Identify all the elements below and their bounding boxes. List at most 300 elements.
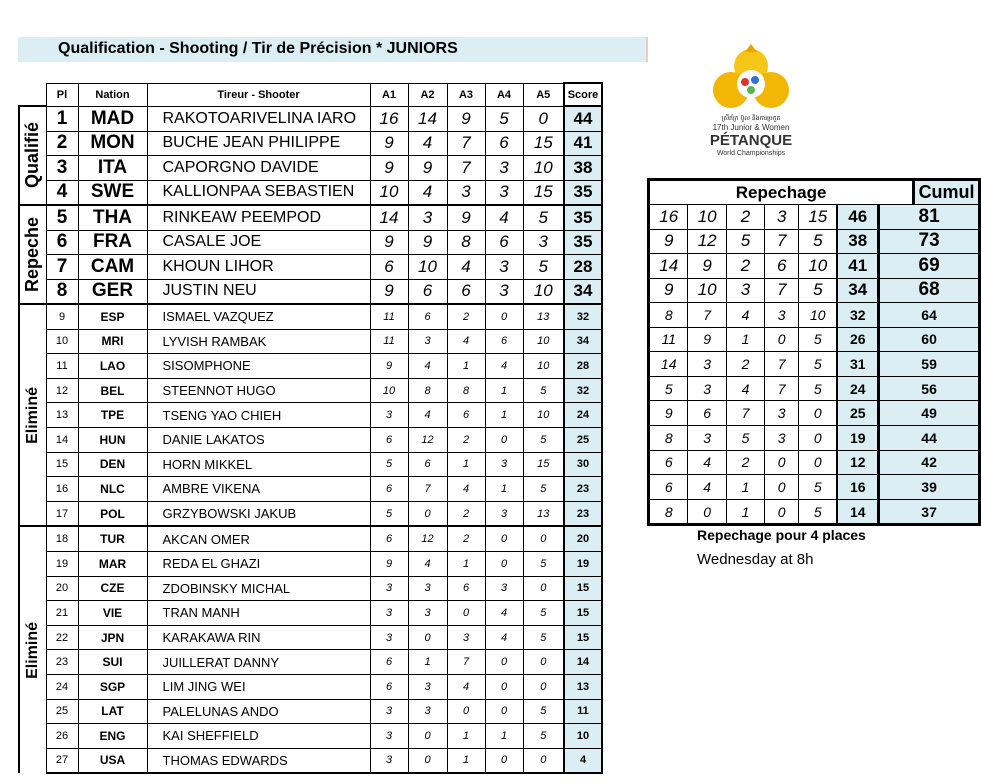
score-cell: 15 <box>564 601 602 626</box>
nation-cell: TUR <box>78 526 147 551</box>
a1-cell: 11 <box>370 329 408 354</box>
nation-cell: FRA <box>78 230 147 255</box>
rep-a3-cell: 1 <box>726 327 764 352</box>
rep-sum-cell: 19 <box>837 425 878 450</box>
place-cell: 23 <box>46 650 78 675</box>
a2-cell: 6 <box>408 279 447 304</box>
table-row <box>19 526 602 551</box>
a1-cell: 3 <box>370 748 408 773</box>
a5-cell: 10 <box>523 329 564 354</box>
place-cell: 2 <box>46 131 78 156</box>
repechage-row <box>649 229 980 254</box>
score-cell: 19 <box>564 551 602 576</box>
shooter-name-cell: JUILLERAT DANNY <box>147 650 370 675</box>
a1-cell: 6 <box>370 526 408 551</box>
rep-a4-cell: 0 <box>765 450 799 475</box>
table-row <box>19 304 602 329</box>
a2-cell: 4 <box>408 180 447 205</box>
header-a2: A2 <box>408 83 447 106</box>
score-cell: 13 <box>564 674 602 699</box>
score-cell: 15 <box>564 576 602 601</box>
header-spacer <box>19 83 46 106</box>
a4-cell: 1 <box>485 724 523 749</box>
rep-a3-cell: 2 <box>726 254 764 279</box>
place-cell: 3 <box>46 156 78 181</box>
rep-a5-cell: 10 <box>799 254 837 279</box>
score-cell: 11 <box>564 699 602 724</box>
rep-sum-cell: 16 <box>837 475 878 500</box>
score-cell: 32 <box>564 378 602 403</box>
place-cell: 15 <box>46 452 78 477</box>
a4-cell: 0 <box>485 526 523 551</box>
page-title: Qualification - Shooting / Tir de Précision * JUNIORS <box>58 40 458 57</box>
shooter-name-cell: ZDOBINSKY MICHAL <box>147 576 370 601</box>
rep-a3-cell: 1 <box>726 499 764 525</box>
nation-cell: MON <box>78 131 147 156</box>
table-row <box>19 106 602 131</box>
rep-a2-cell: 7 <box>688 303 726 328</box>
a2-cell: 8 <box>408 378 447 403</box>
a2-cell: 1 <box>408 650 447 675</box>
header-row <box>19 83 602 106</box>
shooter-name-cell: RAKOTOARIVELINA IARO <box>147 106 370 131</box>
table-row <box>19 255 602 280</box>
table-row <box>19 477 602 502</box>
a3-cell: 1 <box>447 551 485 576</box>
place-cell: 21 <box>46 601 78 626</box>
table-row <box>19 452 602 477</box>
shooter-name-cell: JUSTIN NEU <box>147 279 370 304</box>
a3-cell: 9 <box>447 205 485 230</box>
cumul-cell: 44 <box>879 425 980 450</box>
a1-cell: 3 <box>370 625 408 650</box>
a3-cell: 9 <box>447 106 485 131</box>
nation-cell: DEN <box>78 452 147 477</box>
a1-cell: 3 <box>370 576 408 601</box>
a3-cell: 2 <box>447 304 485 329</box>
repechage-row <box>649 205 980 230</box>
a3-cell: 4 <box>447 329 485 354</box>
a2-cell: 0 <box>408 625 447 650</box>
place-cell: 25 <box>46 699 78 724</box>
svg-text:ស្រីភ័ក្រ ប៊ូល និងការប្រកួត: ស្រីភ័ក្រ ប៊ូល និងការប្រកួត <box>721 115 781 122</box>
rep-a4-cell: 7 <box>765 376 799 401</box>
shooter-name-cell: KARAKAWA RIN <box>147 625 370 650</box>
a4-cell: 1 <box>485 378 523 403</box>
rep-sum-cell: 12 <box>837 450 878 475</box>
score-cell: 4 <box>564 748 602 773</box>
rep-a1-cell: 9 <box>649 278 688 303</box>
a2-cell: 4 <box>408 403 447 428</box>
a2-cell: 0 <box>408 724 447 749</box>
shooter-name-cell: TSENG YAO CHIEH <box>147 403 370 428</box>
a1-cell: 11 <box>370 304 408 329</box>
header-score: Score <box>564 83 602 106</box>
a3-cell: 1 <box>447 354 485 379</box>
a3-cell: 7 <box>447 650 485 675</box>
table-row <box>19 378 602 403</box>
a5-cell: 15 <box>523 131 564 156</box>
a1-cell: 9 <box>370 156 408 181</box>
a1-cell: 16 <box>370 106 408 131</box>
shooter-name-cell: KALLIONPAA SEBASTIEN <box>147 180 370 205</box>
rep-sum-cell: 38 <box>837 229 878 254</box>
rep-a5-cell: 5 <box>799 499 837 525</box>
header-nation: Nation <box>78 83 147 106</box>
cumul-cell: 64 <box>879 303 980 328</box>
a1-cell: 5 <box>370 452 408 477</box>
a1-cell: 3 <box>370 601 408 626</box>
table-row <box>19 625 602 650</box>
nation-cell: HUN <box>78 427 147 452</box>
nation-cell: GER <box>78 279 147 304</box>
a1-cell: 9 <box>370 279 408 304</box>
repechage-row <box>649 499 980 525</box>
score-cell: 24 <box>564 403 602 428</box>
a3-cell: 2 <box>447 427 485 452</box>
rep-a3-cell: 5 <box>726 425 764 450</box>
place-cell: 1 <box>46 106 78 131</box>
rep-a2-cell: 3 <box>688 376 726 401</box>
rep-a1-cell: 16 <box>649 205 688 230</box>
score-cell: 35 <box>564 230 602 255</box>
a1-cell: 14 <box>370 205 408 230</box>
repechage-row <box>649 303 980 328</box>
a3-cell: 8 <box>447 378 485 403</box>
nation-cell: TPE <box>78 403 147 428</box>
a2-cell: 3 <box>408 576 447 601</box>
a1-cell: 9 <box>370 354 408 379</box>
a1-cell: 6 <box>370 650 408 675</box>
repechage-row <box>649 475 980 500</box>
place-cell: 18 <box>46 526 78 551</box>
rep-a5-cell: 5 <box>799 327 837 352</box>
a4-cell: 0 <box>485 304 523 329</box>
a4-cell: 3 <box>485 156 523 181</box>
place-cell: 8 <box>46 279 78 304</box>
a4-cell: 0 <box>485 551 523 576</box>
shooter-name-cell: GRZYBOWSKI JAKUB <box>147 501 370 526</box>
rep-a3-cell: 2 <box>726 352 764 377</box>
cumul-cell: 39 <box>879 475 980 500</box>
rep-a3-cell: 4 <box>726 376 764 401</box>
rep-a4-cell: 6 <box>765 254 799 279</box>
table-row <box>19 699 602 724</box>
a5-cell: 5 <box>523 625 564 650</box>
a3-cell: 4 <box>447 477 485 502</box>
nation-cell: BEL <box>78 378 147 403</box>
rep-a5-cell: 0 <box>799 401 837 426</box>
shooter-name-cell: KAI SHEFFIELD <box>147 724 370 749</box>
shooter-name-cell: HORN MIKKEL <box>147 452 370 477</box>
a4-cell: 0 <box>485 427 523 452</box>
a4-cell: 4 <box>485 354 523 379</box>
header-pl: Pl <box>46 83 78 106</box>
table-row <box>19 180 602 205</box>
repechage-table <box>647 178 981 526</box>
a3-cell: 1 <box>447 452 485 477</box>
group-label: Eliminé <box>23 386 41 444</box>
rep-a4-cell: 3 <box>765 303 799 328</box>
place-cell: 17 <box>46 501 78 526</box>
repechage-title: Repechage <box>649 180 914 205</box>
place-cell: 22 <box>46 625 78 650</box>
table-row <box>19 329 602 354</box>
table-row <box>19 674 602 699</box>
a2-cell: 0 <box>408 748 447 773</box>
nation-cell: USA <box>78 748 147 773</box>
a4-cell: 3 <box>485 501 523 526</box>
rep-a2-cell: 4 <box>688 475 726 500</box>
nation-cell: JPN <box>78 625 147 650</box>
rep-a1-cell: 6 <box>649 450 688 475</box>
shooter-name-cell: TRAN MANH <box>147 601 370 626</box>
a5-cell: 5 <box>523 427 564 452</box>
nation-cell: THA <box>78 205 147 230</box>
rep-a3-cell: 3 <box>726 278 764 303</box>
a4-cell: 0 <box>485 674 523 699</box>
a2-cell: 3 <box>408 329 447 354</box>
place-cell: 6 <box>46 230 78 255</box>
a1-cell: 6 <box>370 255 408 280</box>
a1-cell: 6 <box>370 427 408 452</box>
title-bar <box>18 37 648 62</box>
a5-cell: 3 <box>523 230 564 255</box>
shooter-name-cell: LIM JING WEI <box>147 674 370 699</box>
a3-cell: 6 <box>447 576 485 601</box>
table-row <box>19 354 602 379</box>
place-cell: 16 <box>46 477 78 502</box>
a5-cell: 5 <box>523 378 564 403</box>
shooter-name-cell: LYVISH RAMBAK <box>147 329 370 354</box>
rep-a4-cell: 7 <box>765 229 799 254</box>
repechage-note: Repechage pour 4 places <box>697 527 866 543</box>
place-cell: 13 <box>46 403 78 428</box>
rep-a5-cell: 10 <box>799 303 837 328</box>
place-cell: 12 <box>46 378 78 403</box>
a5-cell: 13 <box>523 304 564 329</box>
rep-sum-cell: 34 <box>837 278 878 303</box>
table-row <box>19 724 602 749</box>
nation-cell: MAD <box>78 106 147 131</box>
a1-cell: 9 <box>370 551 408 576</box>
rep-a2-cell: 0 <box>688 499 726 525</box>
a5-cell: 10 <box>523 279 564 304</box>
a5-cell: 5 <box>523 255 564 280</box>
table-row <box>19 576 602 601</box>
cumul-cell: 73 <box>879 229 980 254</box>
cumul-title: Cumul <box>914 180 980 205</box>
nation-cell: ESP <box>78 304 147 329</box>
table-row <box>19 403 602 428</box>
rep-a4-cell: 3 <box>765 425 799 450</box>
rep-a2-cell: 4 <box>688 450 726 475</box>
a2-cell: 12 <box>408 427 447 452</box>
rep-sum-cell: 31 <box>837 352 878 377</box>
header-shooter: Tireur - Shooter <box>147 83 370 106</box>
score-cell: 28 <box>564 354 602 379</box>
shooter-name-cell: DANIE LAKATOS <box>147 427 370 452</box>
cumul-cell: 69 <box>879 254 980 279</box>
a4-cell: 1 <box>485 403 523 428</box>
a1-cell: 5 <box>370 501 408 526</box>
table-row <box>19 748 602 773</box>
rep-a4-cell: 3 <box>765 401 799 426</box>
petanque-logo-icon <box>695 38 807 162</box>
rep-a4-cell: 0 <box>765 327 799 352</box>
a3-cell: 1 <box>447 724 485 749</box>
place-cell: 20 <box>46 576 78 601</box>
a5-cell: 0 <box>523 748 564 773</box>
a4-cell: 5 <box>485 106 523 131</box>
a5-cell: 5 <box>523 477 564 502</box>
score-cell: 25 <box>564 427 602 452</box>
repechage-row <box>649 352 980 377</box>
rep-a2-cell: 10 <box>688 278 726 303</box>
place-cell: 19 <box>46 551 78 576</box>
a1-cell: 10 <box>370 180 408 205</box>
a2-cell: 4 <box>408 354 447 379</box>
score-cell: 34 <box>564 279 602 304</box>
rep-a1-cell: 6 <box>649 475 688 500</box>
a3-cell: 7 <box>447 156 485 181</box>
score-cell: 32 <box>564 304 602 329</box>
rep-a3-cell: 7 <box>726 401 764 426</box>
nation-cell: VIE <box>78 601 147 626</box>
place-cell: 4 <box>46 180 78 205</box>
rep-a2-cell: 3 <box>688 425 726 450</box>
shooter-name-cell: KHOUN LIHOR <box>147 255 370 280</box>
a5-cell: 10 <box>523 354 564 379</box>
a2-cell: 3 <box>408 205 447 230</box>
a4-cell: 4 <box>485 601 523 626</box>
rep-a5-cell: 5 <box>799 352 837 377</box>
rep-a5-cell: 0 <box>799 425 837 450</box>
shooter-name-cell: STEENNOT HUGO <box>147 378 370 403</box>
table-row <box>19 551 602 576</box>
table-row <box>19 156 602 181</box>
nation-cell: NLC <box>78 477 147 502</box>
header-a1: A1 <box>370 83 408 106</box>
table-row <box>19 650 602 675</box>
nation-cell: SGP <box>78 674 147 699</box>
rep-a5-cell: 0 <box>799 450 837 475</box>
a2-cell: 3 <box>408 674 447 699</box>
a3-cell: 7 <box>447 131 485 156</box>
a4-cell: 0 <box>485 748 523 773</box>
score-cell: 15 <box>564 625 602 650</box>
score-cell: 28 <box>564 255 602 280</box>
a4-cell: 4 <box>485 205 523 230</box>
a2-cell: 4 <box>408 131 447 156</box>
shooter-name-cell: AKCAN OMER <box>147 526 370 551</box>
a4-cell: 6 <box>485 329 523 354</box>
place-cell: 10 <box>46 329 78 354</box>
a3-cell: 1 <box>447 748 485 773</box>
a2-cell: 6 <box>408 452 447 477</box>
group-elimine1 <box>19 304 46 526</box>
a5-cell: 15 <box>523 180 564 205</box>
header-a4: A4 <box>485 83 523 106</box>
a3-cell: 8 <box>447 230 485 255</box>
a2-cell: 6 <box>408 304 447 329</box>
cumul-cell: 60 <box>879 327 980 352</box>
a2-cell: 10 <box>408 255 447 280</box>
a3-cell: 3 <box>447 625 485 650</box>
svg-text:World Championships: World Championships <box>716 150 786 157</box>
a1-cell: 6 <box>370 674 408 699</box>
nation-cell: SUI <box>78 650 147 675</box>
shooter-name-cell: CASALE JOE <box>147 230 370 255</box>
rep-sum-cell: 32 <box>837 303 878 328</box>
score-cell: 30 <box>564 452 602 477</box>
a5-cell: 0 <box>523 674 564 699</box>
schedule-note: Wednesday at 8h <box>697 551 814 568</box>
place-cell: 26 <box>46 724 78 749</box>
repechage-header-row <box>649 180 980 205</box>
a4-cell: 0 <box>485 699 523 724</box>
shooter-name-cell: PALELUNAS ANDO <box>147 699 370 724</box>
rep-a4-cell: 7 <box>765 278 799 303</box>
repechage-row <box>649 401 980 426</box>
score-cell: 10 <box>564 724 602 749</box>
rep-a5-cell: 5 <box>799 229 837 254</box>
score-cell: 41 <box>564 131 602 156</box>
nation-cell: CZE <box>78 576 147 601</box>
a4-cell: 3 <box>485 255 523 280</box>
score-cell: 35 <box>564 180 602 205</box>
a4-cell: 1 <box>485 477 523 502</box>
rep-sum-cell: 46 <box>837 205 878 230</box>
a3-cell: 2 <box>447 526 485 551</box>
svg-text:17th Junior & Women: 17th Junior & Women <box>712 123 790 132</box>
a5-cell: 5 <box>523 551 564 576</box>
header-a3: A3 <box>447 83 485 106</box>
a1-cell: 10 <box>370 378 408 403</box>
nation-cell: MRI <box>78 329 147 354</box>
rep-a3-cell: 2 <box>726 205 764 230</box>
svg-text:PÉTANQUE: PÉTANQUE <box>709 132 793 149</box>
nation-cell: POL <box>78 501 147 526</box>
cumul-cell: 56 <box>879 376 980 401</box>
a4-cell: 6 <box>485 131 523 156</box>
a2-cell: 3 <box>408 601 447 626</box>
rep-a4-cell: 0 <box>765 475 799 500</box>
a4-cell: 3 <box>485 180 523 205</box>
score-cell: 20 <box>564 526 602 551</box>
cumul-cell: 37 <box>879 499 980 525</box>
nation-cell: MAR <box>78 551 147 576</box>
rep-a1-cell: 14 <box>649 352 688 377</box>
cumul-cell: 49 <box>879 401 980 426</box>
cumul-cell: 81 <box>879 205 980 230</box>
rep-sum-cell: 26 <box>837 327 878 352</box>
a1-cell: 3 <box>370 403 408 428</box>
table-row <box>19 501 602 526</box>
a4-cell: 3 <box>485 279 523 304</box>
cumul-cell: 59 <box>879 352 980 377</box>
rep-a2-cell: 6 <box>688 401 726 426</box>
place-cell: 27 <box>46 748 78 773</box>
group-elimine2 <box>19 526 46 773</box>
a3-cell: 0 <box>447 601 485 626</box>
group-label: Repeche <box>22 216 43 293</box>
place-cell: 24 <box>46 674 78 699</box>
nation-cell: LAT <box>78 699 147 724</box>
rep-sum-cell: 14 <box>837 499 878 525</box>
rep-a1-cell: 11 <box>649 327 688 352</box>
score-cell: 38 <box>564 156 602 181</box>
